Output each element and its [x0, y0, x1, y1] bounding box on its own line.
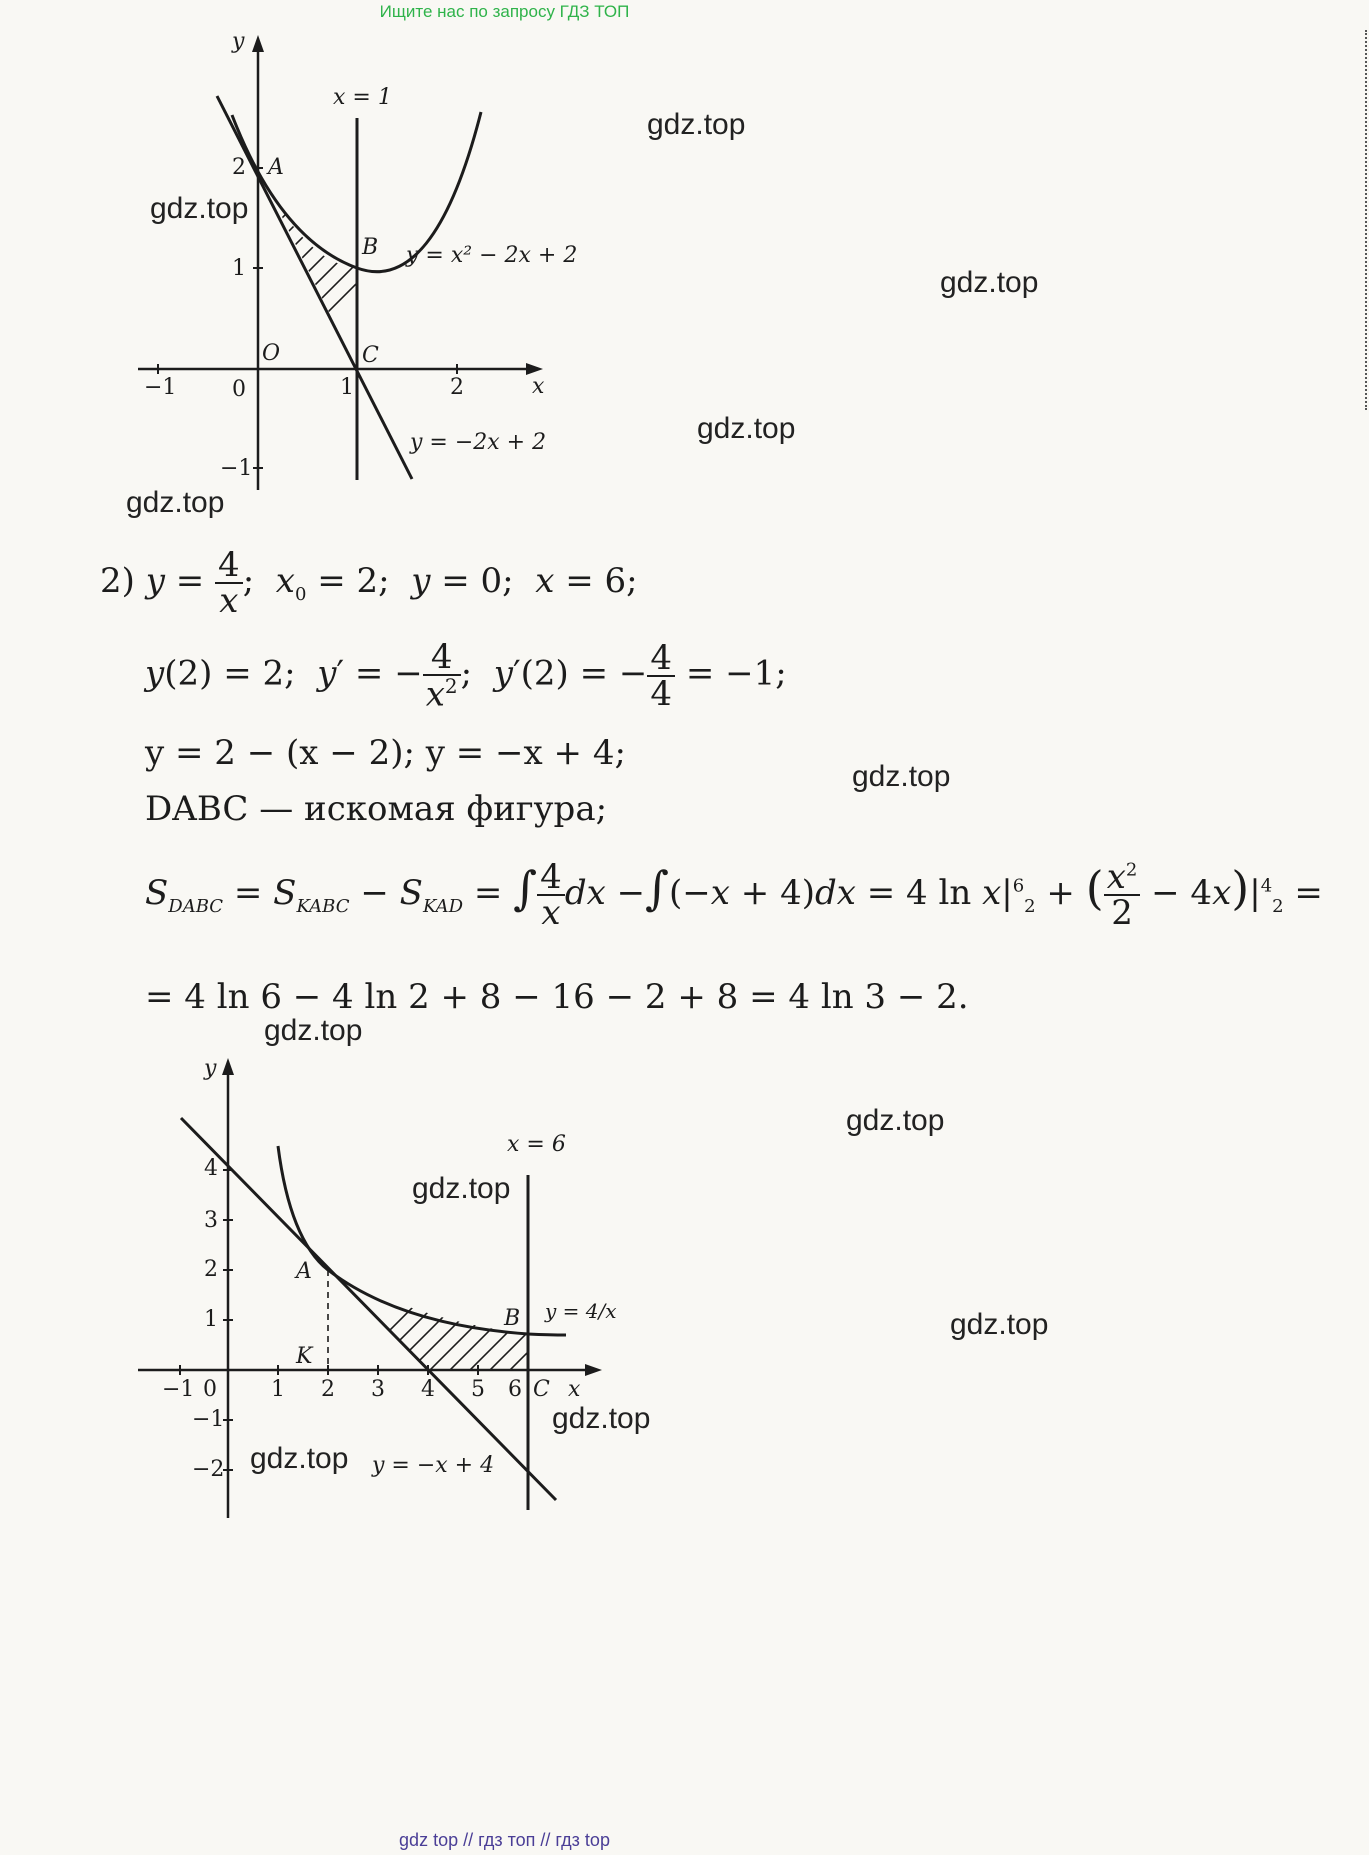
g1-line-x1-label: x = 1 [333, 85, 392, 110]
g1-point-c: C [362, 343, 379, 368]
g2-tick-y-3: 3 [204, 1208, 218, 1233]
g1-point-a: A [268, 155, 284, 180]
g2-y-axis-label: y [204, 1056, 217, 1081]
solution-line-1: 2) y = $\frac{4}{x}$ ; $x_0 = 2$; y = 0; x = 6; [100, 545, 638, 621]
graph-2 [0, 1050, 700, 1530]
g2-tick-y-2: 2 [204, 1257, 218, 1282]
solution-line-5: $S_{DABC} = S_{KABC} - S_{KAD}$ = ∫ $\frac{4}{x}$ dx −∫(−x + 4)dx = 4 $\ln x|^6_2$ + ( $\frac{x^2}{2}$ − $4x)|^4_2$ = [145, 857, 1323, 933]
watermark: gdz.top [852, 760, 951, 793]
watermark: gdz.top [264, 1014, 363, 1047]
watermark: gdz.top [697, 412, 796, 445]
g2-tick-x-3: 3 [371, 1377, 385, 1402]
g1-tangent-label: y = −2x + 2 [410, 430, 547, 455]
watermark: gdz.top [647, 108, 746, 141]
g1-tick-y-neg1: −1 [220, 456, 253, 481]
page-edge-mark [1365, 30, 1367, 410]
g1-x-axis-label: x [532, 374, 545, 399]
g2-point-k: K [296, 1344, 313, 1369]
g1-tick-y-2: 2 [232, 155, 246, 180]
solution-line-3: y = 2 − (x − 2); y = −x + 4; [145, 733, 626, 773]
watermark: gdz.top [552, 1402, 651, 1435]
watermark: gdz.top [950, 1308, 1049, 1341]
g2-point-b: B [504, 1306, 521, 1331]
graph-1 [0, 0, 700, 520]
g2-tick-y-1: 1 [204, 1307, 218, 1332]
solution-line-2: y(2) = 2; y′ = − $\frac{4}{x^2}$ ; y′(2) = − $\frac{4}{4}$ = −1; [145, 637, 787, 715]
g2-tick-x-5: 5 [471, 1377, 485, 1402]
g2-x-axis-label: x [568, 1377, 581, 1402]
g2-tick-x-1: 1 [271, 1377, 285, 1402]
g2-tick-y-neg1: −1 [192, 1407, 225, 1432]
g2-tick-x-6: 6 [508, 1377, 522, 1402]
g1-tick-x-0: 0 [232, 377, 246, 402]
g2-point-c: C [533, 1377, 550, 1402]
g2-tick-x-2: 2 [321, 1377, 335, 1402]
g2-tangent-label: y = −x + 4 [372, 1453, 495, 1478]
g2-tick-y-4: 4 [204, 1156, 218, 1181]
g2-point-a: A [296, 1259, 312, 1284]
watermark: gdz.top [412, 1172, 511, 1205]
g1-tick-x-neg1: −1 [144, 375, 177, 400]
g1-tick-x-1: 1 [340, 375, 354, 400]
g1-point-b: B [362, 235, 379, 260]
watermark: gdz.top [940, 266, 1039, 299]
watermark: gdz.top [150, 192, 249, 225]
solution-line-4: DABC — искомая фигура; [145, 789, 608, 829]
g1-tick-x-2: 2 [450, 375, 464, 400]
g2-line-x6-label: x = 6 [507, 1132, 566, 1157]
g2-hyperbola-label: y = 4/x [545, 1299, 617, 1323]
g1-origin-label: O [262, 341, 281, 366]
g2-tick-y-neg2: −2 [192, 1457, 225, 1482]
g2-tick-x-0: 0 [203, 1377, 217, 1402]
g1-parabola-label: y = x² − 2x + 2 [406, 243, 578, 268]
g1-y-axis-label: y [232, 29, 245, 54]
watermark: gdz.top [126, 486, 225, 519]
solution-line-6: = 4 ln 6 − 4 ln 2 + 8 − 16 − 2 + 8 = 4 ln 3 − 2. [145, 977, 969, 1017]
watermark: gdz.top [846, 1104, 945, 1137]
top-banner[interactable]: Ищите нас по запросу ГДЗ ТОП [379, 2, 630, 21]
watermark: gdz.top [250, 1442, 349, 1475]
g1-tick-y-1: 1 [232, 256, 246, 281]
footer-links[interactable]: gdz top // гдз топ // гдз top [399, 1830, 610, 1850]
g2-tick-x-neg1: −1 [162, 1377, 195, 1402]
g2-tick-x-4: 4 [421, 1377, 435, 1402]
